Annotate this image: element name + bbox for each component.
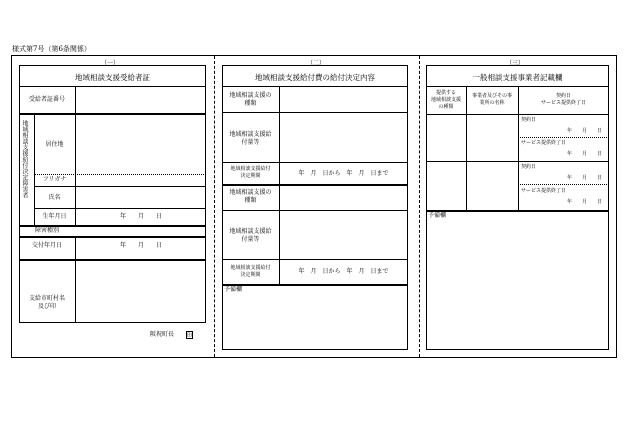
col1-header-line1: 提供する <box>435 90 456 96</box>
rule <box>222 259 408 260</box>
municipality-label-line1: 支給市町村名 <box>28 295 65 302</box>
service-end-value-2: 年 月 日 <box>567 199 603 205</box>
col2-header-line2: 業所の名称 <box>479 100 505 106</box>
rule <box>222 162 408 163</box>
birthdate-value: 年 月 日 <box>120 213 163 220</box>
service-end-label-2: サービス提供終了日 <box>521 188 567 194</box>
recipient-number-label: 受給者証番号 <box>28 96 65 103</box>
rule <box>222 284 408 286</box>
rule <box>75 236 76 323</box>
disability-type-label: 障害種別 <box>34 227 59 234</box>
birthdate-label: 生年月日 <box>42 213 67 220</box>
decision-holder-label: 地域相談支援給付決定障害者 <box>21 120 28 198</box>
service-end-label-1: サービス提供終了日 <box>521 140 567 146</box>
decision-period-label-line1-2: 地域相談支援給付 <box>230 265 271 271</box>
name-label: 氏名 <box>48 194 61 201</box>
rule <box>518 184 609 185</box>
panel-separator-1 <box>214 56 215 357</box>
rule <box>19 86 206 87</box>
contract-date-value-1: 年 月 日 <box>567 128 603 134</box>
seal-box: 印 <box>187 333 193 339</box>
municipality-label-line2: 及び印 <box>37 303 56 310</box>
col1-header-line3: の種類 <box>438 104 454 110</box>
panel-number-1: （一） <box>100 60 119 67</box>
rule <box>426 114 609 115</box>
rule <box>222 210 408 211</box>
col3-header-line2: サービス提供終了日 <box>540 100 586 106</box>
issue-date-value: 年 月 日 <box>120 242 163 249</box>
col2-header-line1: 事業者及びその事 <box>471 93 512 99</box>
decision-period-value: 年 月 日から 年 月 日まで <box>298 170 389 177</box>
issue-date-label: 交付年月日 <box>31 242 62 249</box>
decision-period-label-line2: 決定期間 <box>240 173 261 179</box>
col3-header-line1: 契約日 <box>555 93 571 99</box>
contract-date-label-2: 契約日 <box>521 164 537 170</box>
provider-entry-title: 一般相談支援事業者記載欄 <box>472 73 563 82</box>
mayor-label: 阪祝町長 <box>150 331 175 338</box>
support-type-label-line1: 地域相談支援の <box>229 92 272 99</box>
remarks-label: 予備欄 <box>224 286 243 293</box>
col1-header-line2: 地域相談支援 <box>430 97 461 103</box>
contract-date-value-2: 年 月 日 <box>567 175 603 181</box>
decision-period-value-2: 年 月 日から 年 月 日まで <box>298 268 389 275</box>
decision-period-label-line2-2: 決定期間 <box>240 272 261 278</box>
benefit-amount-label-line1-2: 地域相談支援給 <box>229 228 272 235</box>
provider-remarks-label: 予備欄 <box>428 212 447 219</box>
rule <box>75 86 76 113</box>
support-type-label-line2: 種類 <box>244 100 257 107</box>
panel-separator-2 <box>419 56 420 357</box>
address-label: 居住地 <box>45 141 64 148</box>
panel-number-2: （二） <box>306 60 325 67</box>
contract-date-label-1: 契約日 <box>521 117 537 123</box>
rule <box>34 186 206 187</box>
rule <box>19 236 206 238</box>
support-type-label-line1-2: 地域相談支援の <box>229 189 272 196</box>
rule <box>426 210 609 212</box>
furigana-label: フリガナ <box>42 176 67 183</box>
rule <box>426 161 609 162</box>
panel-number-3: （三） <box>505 60 524 67</box>
rule <box>34 208 206 209</box>
certificate-title: 地域相談支援受給者証 <box>75 73 150 82</box>
benefit-amount-label-line2: 付量等 <box>241 139 260 146</box>
rule <box>19 259 206 261</box>
service-end-value-1: 年 月 日 <box>567 151 603 157</box>
benefit-amount-label-line1: 地域相談支援給 <box>229 131 272 138</box>
rule <box>222 112 408 113</box>
benefit-decision-title: 地域相談支援給付費の給付決定内容 <box>255 73 375 82</box>
benefit-amount-label-line2-2: 付量等 <box>241 236 260 243</box>
form-label: 様式第7号（第6条関係） <box>12 45 91 53</box>
rule <box>518 137 609 138</box>
rule <box>19 113 206 115</box>
rule <box>222 184 408 186</box>
rule <box>222 86 408 87</box>
decision-period-label-line1: 地域相談支援給付 <box>230 166 271 172</box>
support-type-label-line2-2: 種類 <box>244 197 257 204</box>
rule <box>34 174 206 175</box>
